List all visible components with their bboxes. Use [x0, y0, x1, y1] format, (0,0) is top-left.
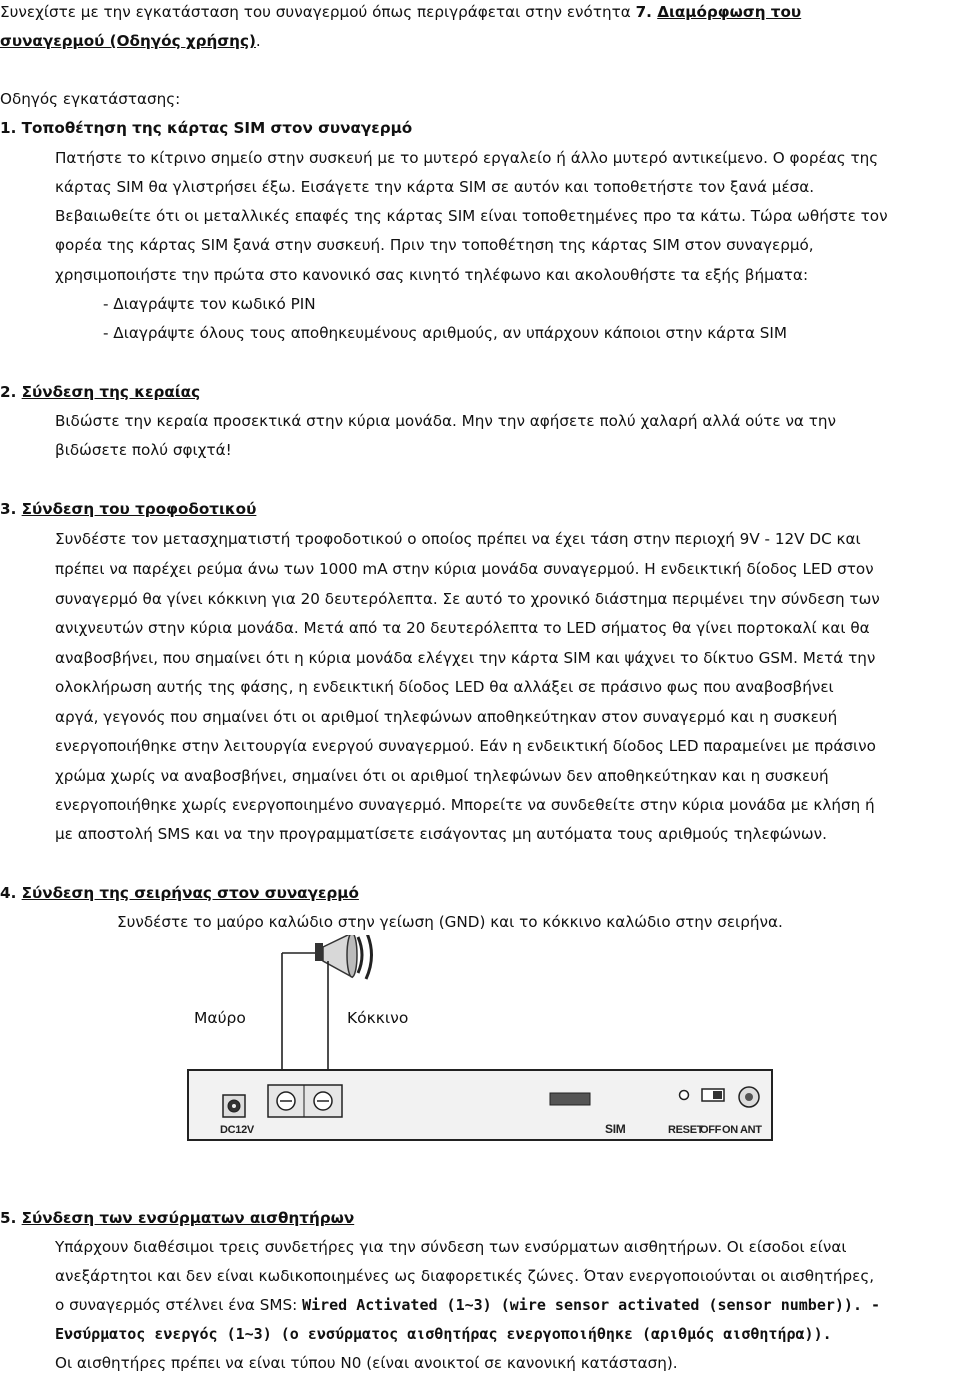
intro-text: Συνεχίστε με την εγκατάσταση του συναγερμού όπως περιγράφεται στην ενότητα	[0, 3, 636, 21]
section-1-bullet: - Διαγράψτε τον κωδικό PIN	[103, 295, 316, 313]
section-5-number: 5.	[0, 1209, 22, 1227]
section-2-number: 2.	[0, 383, 22, 401]
section-2-title: Σύνδεση της κεραίας	[21, 383, 201, 401]
section-2-heading	[0, 382, 200, 402]
section-3-line: χρώμα χωρίς να αναβοσβήνει, σημαίνει ότι οι αριθμοί τηλεφώνων δεν αποθηκεύτηκαν και η συσκευή	[55, 767, 829, 785]
panel-label-on: ON	[722, 1124, 738, 1136]
sim-slot-icon	[550, 1093, 590, 1105]
section-3-number: 3.	[0, 500, 22, 518]
sms-message-text: Wired Activated (1~3) (wire sensor activated (sensor number)). -	[302, 1296, 881, 1314]
section-4-title: Σύνδεση της σειρήνας στον συναγερμό	[21, 884, 359, 902]
section-1-line: Βεβαιωθείτε ότι οι μεταλλικές επαφές της κάρτας SIM είναι τοποθετημένες προ τα κάτω. Τώρα ωθήστε τον	[55, 207, 888, 225]
siren-wiring-diagram	[180, 935, 780, 1155]
section-5-line: ανεξάρτητοι και δεν είναι κωδικοποιημένες ως διαφορετικές ζώνες. Όταν ενεργοποιούνται οι αισθητήρες,	[55, 1267, 875, 1285]
section-1-line: χρησιμοποιήστε την πρώτα στο κανονικό σας κινητό τηλέφωνο και ακολουθήστε τα εξής βήματα:	[55, 266, 809, 284]
guide-title: Οδηγός εγκατάστασης:	[0, 90, 181, 108]
reset-hole-icon	[680, 1091, 689, 1100]
section-3-line: Συνδέστε τον μετασχηματιστή τροφοδοτικού ο οποίος πρέπει να έχει τάση στην περιοχή 9V - 12V DC και	[55, 530, 861, 548]
section-3-line: ενεργοποιήθηκε χωρίς ενεργοποιημένο συναγερμό. Μπορείτε να συνδεθείτε στην κύρια μονάδα με κλήση ή	[55, 796, 875, 814]
siren-wiring-figure	[180, 935, 780, 1160]
panel-label-off: OFF	[700, 1124, 722, 1136]
section-5-heading	[0, 1208, 354, 1228]
section-1-line: φορέα της κάρτας SIM ξανά στην συσκευή. Πριν την τοποθέτηση της κάρτας SIM στον συναγερμό,	[55, 236, 814, 254]
section-1-heading	[0, 118, 412, 138]
panel-label-ant: ANT	[740, 1124, 762, 1136]
intro-section-number: 7.	[635, 3, 658, 21]
intro-line-2	[0, 31, 261, 51]
section-1-line: Πατήστε το κίτρινο σημείο στην συσκευή με το μυτερό εργαλείο ή άλλο μυτερό αντικείμενο. Ο φορέας της	[55, 149, 879, 167]
section-5-text: ο συναγερμός στέλνει ένα SMS:	[55, 1296, 303, 1314]
alarm-unit-panel	[188, 1070, 772, 1140]
intro-section-link: Διαμόρφωση του	[657, 3, 802, 21]
siren-icon	[315, 935, 372, 979]
section-3-line: αναβοσβήνει, που σημαίνει ότι η κύρια μονάδα ελέγχει την κάρτα SIM και ψάχνει το δίκτυο GSM. Μετά την	[55, 649, 876, 667]
panel-label-reset: RESET	[668, 1124, 704, 1136]
section-1-title: Τοποθέτηση της κάρτας SIM στον συναγερμό	[21, 119, 413, 137]
intro-line-1	[0, 2, 801, 22]
section-4-line: Συνδέστε το μαύρο καλώδιο στην γείωση (GND) και το κόκκινο καλώδιο στην σειρήνα.	[117, 913, 783, 931]
section-3-line: ολοκλήρωση αυτής της φάσης, η ενδεικτική δίοδος LED θα αλλάξει σε πράσινο φως που αναβοσβήνει	[55, 678, 834, 696]
panel-label-dc12v: DC12V	[220, 1124, 254, 1136]
red-wire-label: Κόκκινο	[347, 1009, 409, 1027]
panel-label-sim: SIM	[605, 1122, 626, 1136]
section-3-line: αργά, γεγονός που σημαίνει ότι οι αριθμοί τηλεφώνων αποθηκεύτηκαν στον συναγερμό και η συσκευή	[55, 708, 838, 726]
section-2-line: βιδώσετε πολύ σφιχτά!	[55, 441, 232, 459]
section-4-heading	[0, 883, 359, 903]
section-3-heading	[0, 499, 256, 519]
black-wire-label: Μαύρο	[194, 1009, 246, 1027]
section-5-line: Οι αισθητήρες πρέπει να είναι τύπου N0 (είναι ανοικτοί σε κανονική κατάσταση).	[55, 1354, 678, 1372]
section-1-bullet: - Διαγράψτε όλους τους αποθηκευμένους αριθμούς, αν υπάρχουν κάποιοι στην κάρτα SIM	[103, 324, 788, 342]
section-3-line: ενεργοποιήθηκε στην λειτουργία ενεργού συναγερμού. Εάν η ενδεικτική δίοδος LED παραμείνει με πράσινο	[55, 737, 876, 755]
section-1-number: 1.	[0, 119, 22, 137]
section-3-line: με αποστολή SMS και να την προγραμματίσετε εισάγοντας μη αυτόματα τους αριθμούς τηλεφώνων.	[55, 825, 827, 843]
section-5-line: Υπάρχουν διαθέσιμοι τρεις συνδετήρες για την σύνδεση των ενσύρματων αισθητήρων. Οι είσοδοι είναι	[55, 1238, 847, 1256]
section-3-line: ανιχνευτών στην κύρια μονάδα. Μετά από τα 20 δευτερόλεπτα το LED σήματος θα γίνει πορτοκαλί και θα	[55, 619, 870, 637]
section-3-line: πρέπει να παρέχει ρεύμα άνω των 1000 mA στην κύρια μονάδα συναγερμού. Η ενδεικτική δίοδος LED στον	[55, 560, 874, 578]
section-3-line: συναγερμό θα γίνει κόκκινη για 20 δευτερόλεπτα. Σε αυτό το χρονικό διάστημα περιμένει την σύνδεση των	[55, 590, 880, 608]
sms-message-translation: Ενσύρματος ενεργός (1~3) (ο ενσύρματος αισθητήρας ενεργοποιήθηκε (αριθμός αισθητήρα)).	[55, 1325, 832, 1343]
section-5-line	[55, 1295, 880, 1315]
intro-period: .	[255, 32, 261, 50]
section-4-number: 4.	[0, 884, 22, 902]
section-3-title: Σύνδεση του τροφοδοτικού	[21, 500, 257, 518]
intro-section-link-cont: συναγερμού (Οδηγός χρήσης)	[0, 32, 256, 50]
section-2-line: Βιδώστε την κεραία προσεκτικά στην κύρια μονάδα. Μην την αφήσετε πολύ χαλαρή αλλά ούτε να την	[55, 412, 837, 430]
section-1-line: κάρτας SIM θα γλιστρήσει έξω. Εισάγετε την κάρτα SIM σε αυτόν και τοποθετήστε τον ξανά μέσα.	[55, 178, 815, 196]
section-5-title: Σύνδεση των ενσύρματων αισθητήρων	[21, 1209, 355, 1227]
